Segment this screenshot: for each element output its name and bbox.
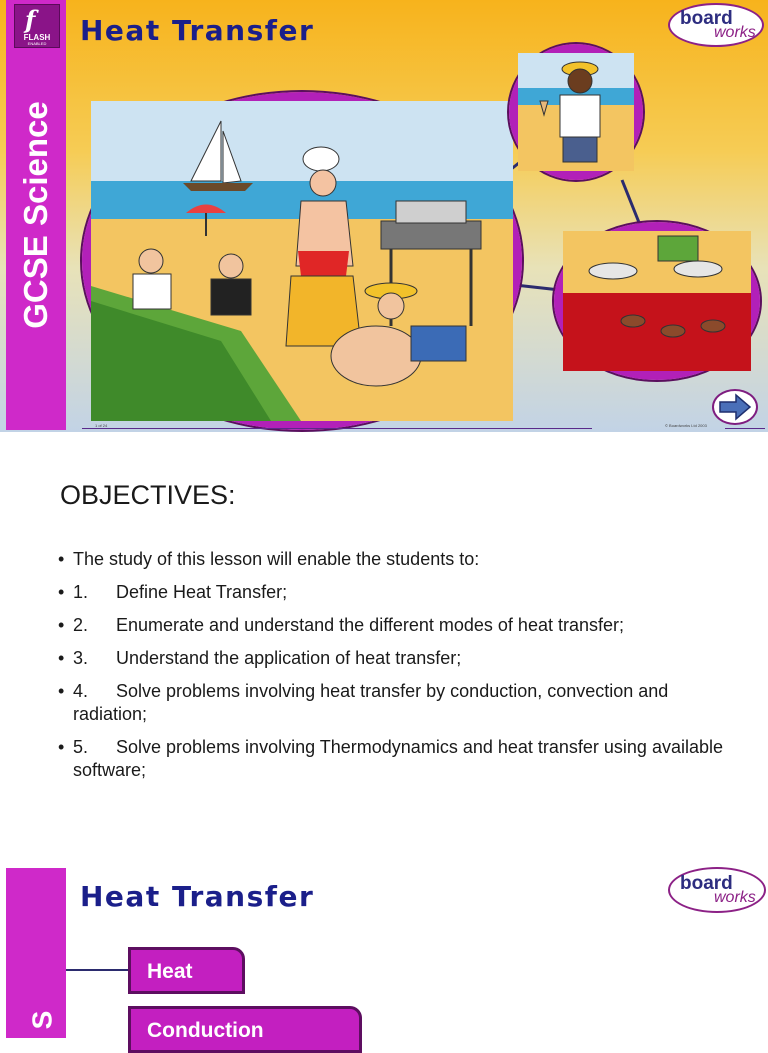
objective-text: Understand the application of heat transfer;	[116, 648, 462, 668]
sidebar-letter: S	[26, 1010, 58, 1030]
list-item: • 3. Understand the application of heat transfer;	[58, 648, 462, 668]
list-item: • 2. Enumerate and understand the different modes of heat transfer;	[58, 615, 624, 635]
sidebar-subject-label: GCSE Science	[17, 101, 54, 329]
objective-number: 2.	[73, 615, 89, 635]
objective-text: Solve problems involving Thermodynamics and heat transfer using available software;	[73, 737, 723, 780]
objectives-list	[58, 548, 738, 792]
objectives-heading: OBJECTIVES:	[60, 480, 236, 510]
ice-cream-scene-circle	[509, 44, 643, 180]
grill-meat-illustration	[563, 231, 751, 371]
objective-text: Define Heat Transfer;	[116, 582, 288, 602]
boardworks-logo: board works	[668, 3, 764, 47]
flash-label: FLASH	[23, 33, 51, 42]
objectives-intro: The study of this lesson will enable the students to:	[73, 549, 480, 569]
list-item: • 1. Define Heat Transfer;	[58, 582, 288, 602]
grill-meat-scene-circle	[554, 222, 760, 380]
tab-conduction[interactable]: Conduction	[128, 1006, 362, 1053]
objective-number: 4.	[73, 681, 89, 701]
footer-divider-right	[725, 428, 765, 429]
objective-number: 5.	[73, 737, 89, 757]
slide-heat-transfer-menu	[0, 864, 768, 1042]
flash-sublabel: ENABLED	[27, 41, 47, 46]
list-item: • 4. Solve problems involving heat transfer by conduction, convection and radiation;	[58, 681, 669, 724]
slide-title: Heat Transfer	[80, 880, 315, 913]
beach-scene-circle	[82, 92, 522, 430]
list-item: • The study of this lesson will enable the students to:	[58, 549, 480, 569]
tab-heat[interactable]: Heat	[128, 947, 245, 994]
copyright-text: © Boardworks Ltd 2003	[665, 423, 707, 428]
menu-connector	[0, 864, 768, 1024]
objective-text: Enumerate and understand the different modes of heat transfer;	[116, 615, 624, 635]
slide-heat-transfer-cover	[0, 0, 768, 432]
flash-icon: f	[25, 5, 36, 34]
objective-text: Solve problems involving heat transfer by conduction, convection and radiation;	[73, 681, 669, 724]
arrow-right-icon	[714, 391, 756, 423]
footer-divider	[82, 428, 592, 429]
objective-number: 1.	[73, 582, 89, 602]
slide-title: Heat Transfer	[80, 14, 315, 47]
list-item: • 5. Solve problems involving Thermodynamics and heat transfer using available software;	[58, 737, 723, 780]
next-slide-button[interactable]	[712, 389, 758, 425]
ice-cream-illustration	[518, 53, 634, 171]
boardworks-logo: board works	[668, 867, 766, 913]
beach-bbq-illustration	[91, 101, 513, 421]
page-number: 1 of 24	[95, 423, 108, 428]
objective-number: 3.	[73, 648, 89, 668]
